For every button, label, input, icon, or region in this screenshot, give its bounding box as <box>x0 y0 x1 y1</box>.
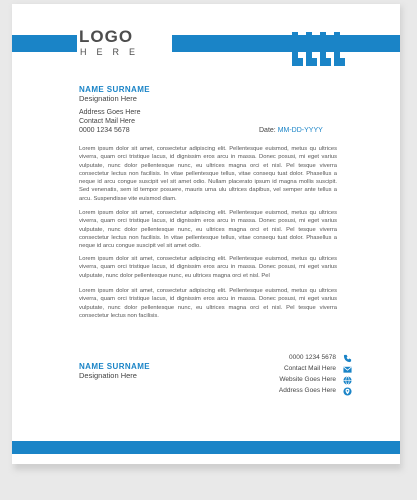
recipient-phone: 0000 1234 5678 <box>79 127 130 134</box>
pattern-bar <box>334 58 345 66</box>
recipient-address: Address Goes Here <box>79 109 141 116</box>
sender-name: NAME SURNAME <box>79 85 151 94</box>
mail-icon <box>343 365 352 374</box>
pattern-bar <box>306 58 317 66</box>
sender-designation: Designation Here <box>79 94 137 103</box>
footer-bar <box>12 441 400 454</box>
globe-icon <box>343 376 352 385</box>
letterhead-page <box>12 4 400 464</box>
footer-contact-phone <box>212 353 352 363</box>
phone-icon <box>343 354 352 363</box>
pattern-bar <box>320 32 326 58</box>
recipient-contact: Contact Mail Here <box>79 118 136 125</box>
date-value: MM-DD-YYYY <box>277 127 323 134</box>
signature-designation: Designation Here <box>79 371 137 380</box>
footer-phone-text: 0000 1234 5678 <box>289 354 336 361</box>
pattern-bar <box>292 58 303 66</box>
pattern-bar <box>306 32 312 58</box>
body-paragraph: Lorem ipsum dolor sit amet, consectetur adipiscing elit. Pellentesque euismod, metus qu ultrices viverra, quam orci tristique lacus, id dignissim eros arcu in massa. Donec posusi, mi eget varius vulputate, nunc dolor pellentesque nunc, eu ultrices magna orci et nisl. Pel tesque viverra consectetur lectus non facilisis. In vitae pellentesque tellus, vitae consequ tuat dolor. Phasellus a neque id arcu congue suscipit vel sit amet odio. Nullam placerato ipsum id magna mollis suscipit. Sed venenatis, sem id tempor posuere, mauris urna ulu ultrices dapibus, vel semper ante tellus a arcu. Suspendisse vite euismod diam. <box>79 146 337 202</box>
footer-contact-website <box>212 375 352 385</box>
date-line <box>259 127 323 134</box>
footer-mail-text: Contact Mail Here <box>283 365 336 372</box>
footer-contact-mail <box>212 364 352 374</box>
footer-address-text: Address Goes Here <box>278 387 336 394</box>
body-paragraph: Lorem ipsum dolor sit amet, consectetur adipiscing elit. Pellentesque euismod, metus qu ultrices viverra, quam orci tristique lacus, id dignissim eros arcu in massa. Donec posusi, mi eget varius vulputate, nunc dolor pellentesque nunc, eu ultrices magna orci et nisl. Pel <box>79 256 337 279</box>
body-paragraph: Lorem ipsum dolor sit amet, consectetur adipiscing elit. Pellentesque euismod, metus qu ultrices viverra, quam orci tristique lacus, id dignissim eros arcu in massa. Donec posusi, mi eget varius vulputate, nunc dolor pellentesque nunc, eu ultrices magna orci et nisl. Pel tesque viverra consectetur lectus non facilisis. <box>79 288 337 319</box>
date-label: Date: <box>259 127 276 134</box>
footer-contact-address <box>212 386 352 396</box>
logo-text: LOGO <box>79 27 134 46</box>
pattern-bar <box>292 32 298 58</box>
body-paragraph: Lorem ipsum dolor sit amet, consectetur adipiscing elit. Pellentesque euismod, metus qu ultrices viverra, quam orci tristique lacus, id dignissim eros arcu in massa. Donec posusi, mi eget varius vulputate, nunc dolor pellentesque nunc, eu ultrices magna orci et nisl. Pel tesque viverra consectetur lectus non facilisis. In vitae pellentesque tellus, vitae consequ tuat dolor. Phasellus a neque id arcu congue suscipit vel sit amet odio. <box>79 210 337 250</box>
signature-name: NAME SURNAME <box>79 362 151 371</box>
logo-subtext: HERE <box>80 47 146 57</box>
pattern-bar <box>334 32 340 58</box>
pattern-bar <box>320 58 331 66</box>
footer-website-text: Website Goes Here <box>279 376 336 383</box>
location-icon <box>343 387 352 396</box>
header-pattern <box>292 32 352 66</box>
